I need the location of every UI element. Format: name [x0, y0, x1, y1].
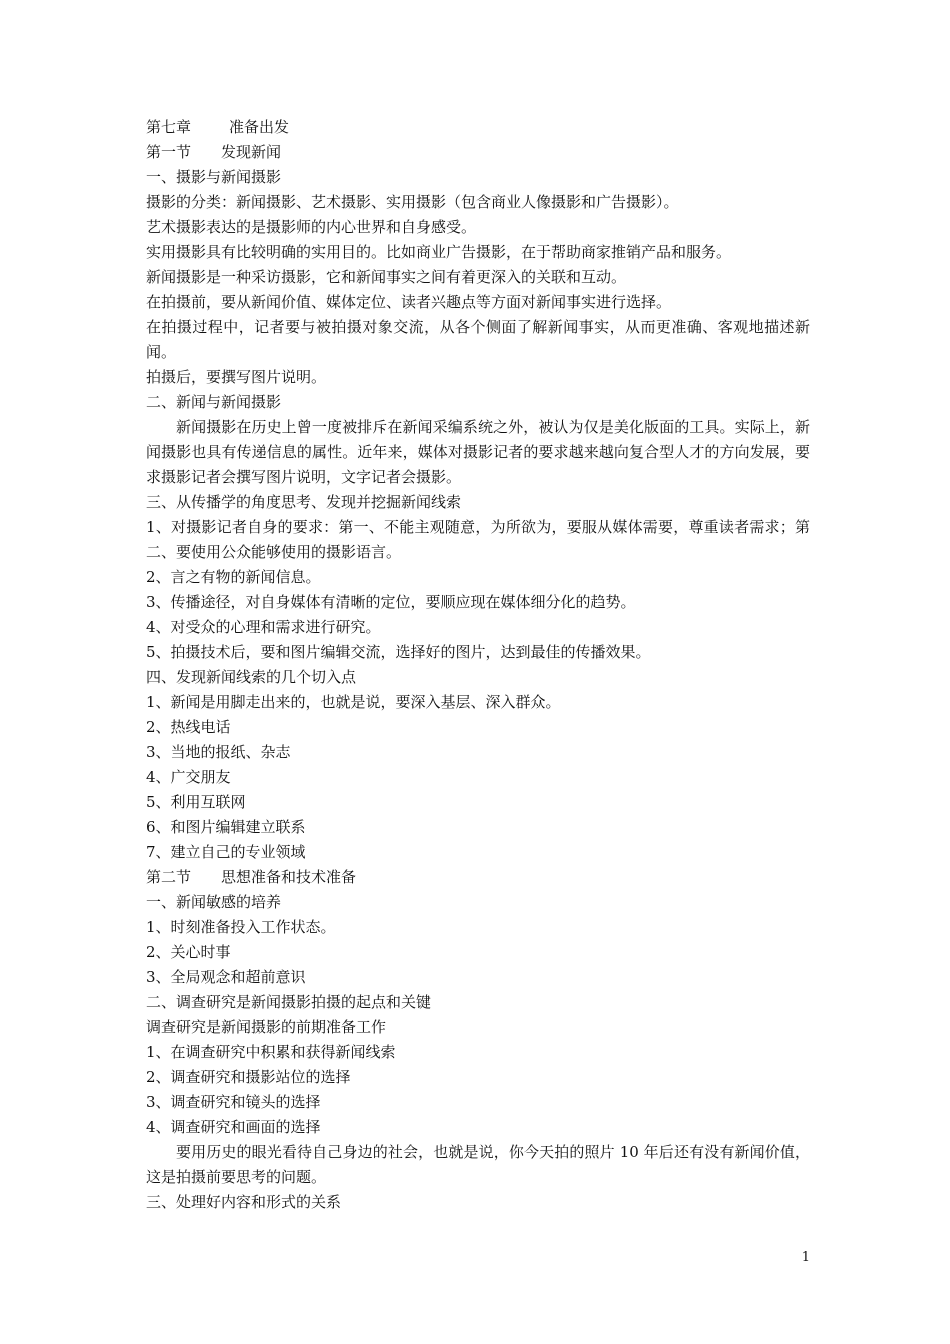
- paragraph: 2、热线电话: [146, 718, 231, 736]
- paragraph: 3、当地的报纸、杂志: [146, 743, 291, 761]
- paragraph: 三、处理好内容和形式的关系: [146, 1193, 342, 1211]
- section-heading-1: [146, 140, 810, 165]
- paragraph: 四、发现新闻线索的几个切入点: [146, 668, 357, 686]
- indented-paragraph: 新闻摄影在历史上曾一度被排斥在新闻采编系统之外，被认为仅是美化版面的工具。实际上，新闻摄影也具有传递信息的属性。近年来，媒体对摄影记者的要求越来越向复合型人才的方向发展，要求摄影记者会撰写图片说明，文字记者会摄影。: [146, 418, 810, 486]
- paragraph: 5、拍摄技术后，要和图片编辑交流，选择好的图片，达到最佳的传播效果。: [146, 643, 651, 661]
- paragraph: 二、调查研究是新闻摄影拍摄的起点和关键: [146, 993, 432, 1011]
- section-number: 第二节: [146, 868, 192, 886]
- chapter-heading: [146, 115, 810, 140]
- page-content: [146, 115, 810, 1215]
- chapter-number: 第七章: [146, 118, 192, 136]
- paragraph: 1、对摄影记者自身的要求：第一、不能主观随意，为所欲为，要服从媒体需要，尊重读者需求；第二、要使用公众能够使用的摄影语言。: [146, 518, 810, 561]
- section-title: 发现新闻: [221, 143, 282, 161]
- paragraph: 5、利用互联网: [146, 793, 246, 811]
- paragraph: 摄影的分类：新闻摄影、艺术摄影、实用摄影（包含商业人像摄影和广告摄影）。: [146, 193, 679, 211]
- section-title: 思想准备和技术准备: [221, 868, 357, 886]
- chapter-title: 准备出发: [229, 118, 290, 136]
- paragraph: 二、新闻与新闻摄影: [146, 393, 282, 411]
- paragraph: 2、言之有物的新闻信息。: [146, 568, 321, 586]
- paragraph: 实用摄影具有比较明确的实用目的。比如商业广告摄影，在于帮助商家推销产品和服务。: [146, 243, 732, 261]
- paragraph: 3、传播途径，对自身媒体有清晰的定位，要顺应现在媒体细分化的趋势。: [146, 593, 636, 611]
- paragraph: 一、摄影与新闻摄影: [146, 168, 282, 186]
- paragraph: 2、调查研究和摄影站位的选择: [146, 1068, 351, 1086]
- paragraph: 6、和图片编辑建立联系: [146, 818, 306, 836]
- section-heading-2: [146, 865, 810, 890]
- paragraph: 2、关心时事: [146, 943, 231, 961]
- paragraph: 三、从传播学的角度思考、发现并挖掘新闻线索: [146, 493, 462, 511]
- paragraph: 1、新闻是用脚走出来的，也就是说，要深入基层、深入群众。: [146, 693, 561, 711]
- paragraph: 在拍摄前，要从新闻价值、媒体定位、读者兴趣点等方面对新闻事实进行选择。: [146, 293, 672, 311]
- paragraph: 4、对受众的心理和需求进行研究。: [146, 618, 381, 636]
- paragraph: 3、调查研究和镜头的选择: [146, 1093, 321, 1111]
- paragraph: 一、新闻敏感的培养: [146, 893, 282, 911]
- paragraph: 调查研究是新闻摄影的前期准备工作: [146, 1018, 387, 1036]
- paragraph: 7、建立自己的专业领域: [146, 843, 306, 861]
- paragraph: 拍摄后，要撰写图片说明。: [146, 368, 327, 386]
- paragraph: 在拍摄过程中，记者要与被拍摄对象交流，从各个侧面了解新闻事实，从而更准确、客观地描述新闻。: [146, 318, 810, 361]
- paragraph: 3、全局观念和超前意识: [146, 968, 306, 986]
- paragraph: 4、广交朋友: [146, 768, 231, 786]
- indented-paragraph: 要用历史的眼光看待自己身边的社会，也就是说，你今天拍的照片 10 年后还有没有新闻价值，这是拍摄前要思考的问题。: [146, 1143, 810, 1186]
- paragraph: 4、调查研究和画面的选择: [146, 1118, 321, 1136]
- section-number: 第一节: [146, 143, 192, 161]
- paragraph: 1、在调查研究中积累和获得新闻线索: [146, 1043, 396, 1061]
- page-number: 1: [801, 1250, 810, 1265]
- paragraph: 1、时刻准备投入工作状态。: [146, 918, 336, 936]
- paragraph: 艺术摄影表达的是摄影师的内心世界和自身感受。: [146, 218, 477, 236]
- paragraph: 新闻摄影是一种采访摄影，它和新闻事实之间有着更深入的关联和互动。: [146, 268, 627, 286]
